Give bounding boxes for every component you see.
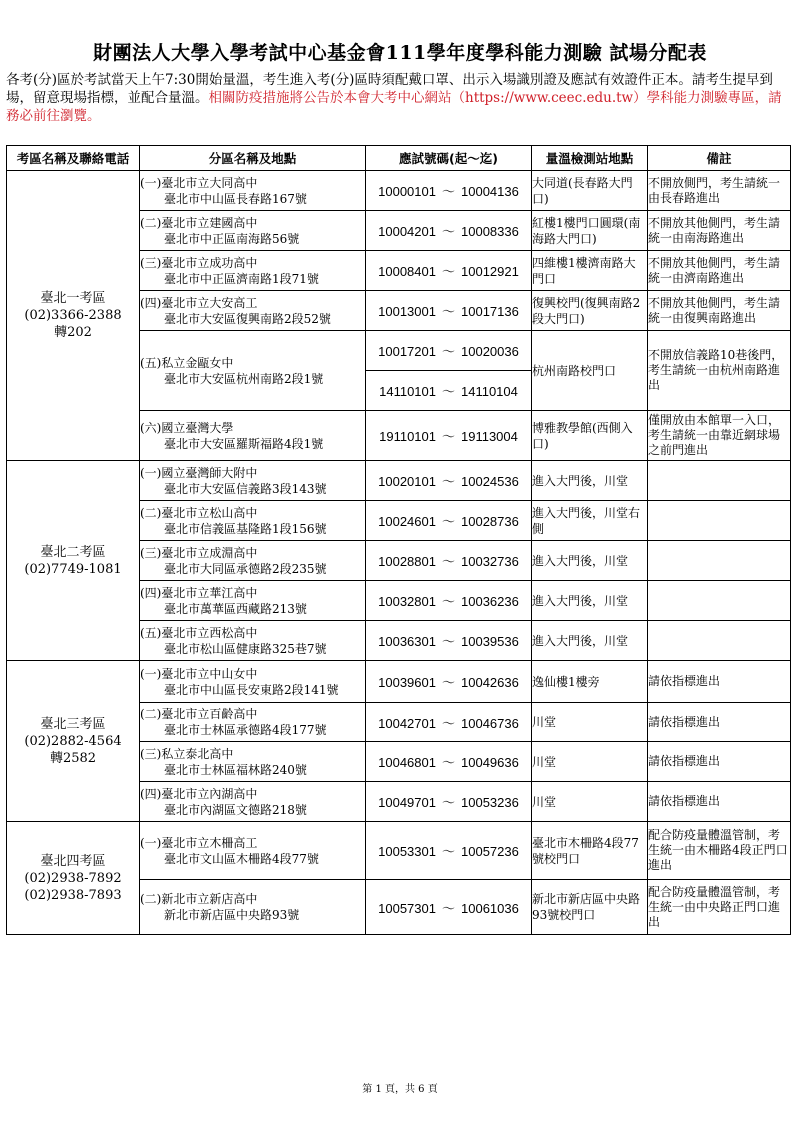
school-name: (一)國立臺灣師大附中 bbox=[140, 465, 258, 480]
district-line: (02)2882-4564 bbox=[24, 733, 122, 749]
school-address: 臺北市中正區南海路56號 bbox=[164, 231, 300, 246]
school-cell bbox=[140, 171, 366, 211]
school-cell bbox=[140, 211, 366, 251]
school-cell bbox=[140, 581, 366, 621]
school-cell bbox=[140, 661, 366, 703]
school-name: (三)臺北市立成功高中 bbox=[140, 255, 258, 270]
note-cell: 不開放其他側門，考生請統一由復興南路進出 bbox=[648, 291, 791, 331]
range-start: 10008401 bbox=[378, 264, 436, 279]
school-address: 臺北市大同區承德路2段235號 bbox=[164, 561, 327, 576]
range-end: 10049636 bbox=[461, 755, 519, 770]
school-name: (五)臺北市立西松高中 bbox=[140, 625, 258, 640]
range-start: 10024601 bbox=[378, 514, 436, 529]
table-row bbox=[7, 171, 791, 211]
range-start: 19110101 bbox=[379, 429, 436, 444]
range-separator: ～ bbox=[441, 384, 455, 399]
school-name: (三)臺北市立成淵高中 bbox=[140, 545, 258, 560]
range-separator: ～ bbox=[441, 554, 455, 569]
note-cell: 不開放其他側門，考生請統一由濟南路進出 bbox=[648, 251, 791, 291]
range-start: 10042701 bbox=[378, 715, 436, 731]
temperature-station-cell: 進入大門後，川堂 bbox=[532, 541, 648, 581]
note-cell: 請依指標進出 bbox=[648, 703, 791, 742]
district-line: 臺北四考區 bbox=[40, 853, 106, 869]
school-name: (一)臺北市立中山女中 bbox=[140, 666, 258, 681]
temperature-station-cell: 進入大門後，川堂右側 bbox=[532, 501, 648, 541]
exam-number-range bbox=[366, 411, 532, 461]
temperature-station-cell: 進入大門後，川堂 bbox=[532, 621, 648, 661]
range-separator: ～ bbox=[441, 755, 455, 770]
school-cell bbox=[140, 291, 366, 331]
range-end: 10046736 bbox=[461, 715, 519, 731]
intro-red-notice: 相關防疫措施將公告於本會大考中心網站（https://www.ceec.edu.tw）學科能力測驗專區，請務必前往瀏覽。 bbox=[6, 90, 782, 124]
note-cell: 僅開放由本館單一入口，考生請統一由靠近網球場之前門進出 bbox=[648, 411, 791, 461]
school-cell bbox=[140, 411, 366, 461]
header-school: 分區名稱及地點 bbox=[140, 146, 366, 171]
range-end: 10017136 bbox=[461, 304, 519, 319]
note-cell bbox=[648, 541, 791, 581]
note-cell bbox=[648, 461, 791, 501]
school-address: 臺北市士林區福林路240號 bbox=[164, 762, 307, 777]
school-name: (六)國立臺灣大學 bbox=[140, 420, 234, 435]
exam-number-range bbox=[366, 171, 532, 211]
school-address: 新北市新店區中央路93號 bbox=[164, 908, 300, 922]
school-address: 臺北市萬華區西藏路213號 bbox=[164, 601, 307, 616]
range-start: 10049701 bbox=[378, 795, 436, 810]
exam-number-range bbox=[366, 331, 532, 371]
range-separator: ～ bbox=[441, 594, 455, 609]
range-end: 10057236 bbox=[461, 844, 519, 859]
exam-number-range bbox=[366, 742, 532, 782]
range-end: 19113004 bbox=[461, 429, 518, 444]
temperature-station-cell: 博雅教學館(西側入口) bbox=[532, 411, 648, 461]
school-cell bbox=[140, 822, 366, 880]
table-row bbox=[7, 461, 791, 501]
district-cell bbox=[7, 822, 140, 935]
range-end: 10028736 bbox=[461, 514, 519, 529]
temperature-station-cell: 進入大門後，川堂 bbox=[532, 461, 648, 501]
range-end: 10008336 bbox=[461, 224, 519, 239]
school-cell bbox=[140, 742, 366, 782]
range-separator: ～ bbox=[441, 634, 455, 649]
school-name: (五)私立金甌女中 bbox=[140, 355, 234, 370]
school-cell bbox=[140, 703, 366, 742]
exam-number-range bbox=[366, 822, 532, 880]
range-start: 10000101 bbox=[378, 184, 436, 199]
exam-number-range bbox=[366, 880, 532, 935]
school-address: 臺北市大安區復興南路2段52號 bbox=[164, 311, 331, 326]
temperature-station-cell: 川堂 bbox=[532, 703, 648, 742]
range-separator: ～ bbox=[441, 184, 455, 199]
school-name: (一)臺北市立木柵高工 bbox=[140, 835, 258, 850]
note-cell bbox=[648, 581, 791, 621]
range-separator: ～ bbox=[441, 304, 455, 319]
range-start: 10032801 bbox=[378, 594, 436, 609]
range-start: 10039601 bbox=[378, 675, 436, 690]
temperature-station-cell: 新北市新店區中央路93號校門口 bbox=[532, 880, 648, 935]
school-address: 臺北市松山區健康路325巷7號 bbox=[164, 641, 327, 656]
district-cell bbox=[7, 461, 140, 661]
school-address: 臺北市信義區基隆路1段156號 bbox=[164, 521, 327, 536]
temperature-station-cell: 進入大門後，川堂 bbox=[532, 581, 648, 621]
header-station: 量溫檢測站地點 bbox=[532, 146, 648, 171]
range-end: 10042636 bbox=[461, 675, 519, 690]
range-separator: ～ bbox=[441, 795, 455, 810]
range-separator: ～ bbox=[441, 900, 455, 916]
school-cell bbox=[140, 461, 366, 501]
intro-paragraph bbox=[6, 71, 790, 125]
range-start: 10017201 bbox=[378, 344, 436, 359]
header-range: 應試號碼(起～迄) bbox=[366, 146, 532, 171]
range-separator: ～ bbox=[441, 844, 455, 859]
district-line: (02)2938-7892 bbox=[24, 870, 122, 886]
district-cell bbox=[7, 171, 140, 461]
district-line: 轉2582 bbox=[49, 750, 97, 766]
temperature-station-cell: 杭州南路校門口 bbox=[532, 331, 648, 411]
school-name: (三)私立泰北高中 bbox=[140, 746, 234, 761]
range-end: 10039536 bbox=[461, 634, 519, 649]
note-cell: 配合防疫量體溫管制，考生統一由中央路正門口進出 bbox=[648, 880, 791, 935]
exam-number-range bbox=[366, 661, 532, 703]
range-separator: ～ bbox=[441, 474, 455, 489]
range-end: 14110104 bbox=[461, 384, 518, 399]
exam-number-range bbox=[366, 621, 532, 661]
table-body bbox=[7, 171, 791, 935]
school-address: 臺北市大安區信義路3段143號 bbox=[164, 481, 327, 496]
school-name: (四)臺北市立內湖高中 bbox=[140, 786, 258, 801]
exam-number-range bbox=[366, 541, 532, 581]
intro-text: 各考(分)區於考試當天上午7:30開始量溫，考生進入考(分)區時須配戴口罩、出示入場識別證及應試有效證件正本。請考生提早到場，留意現場指標，並配合量溫。 bbox=[6, 72, 773, 106]
exam-number-range bbox=[366, 703, 532, 742]
range-end: 10036236 bbox=[461, 594, 519, 609]
range-start: 10013001 bbox=[378, 304, 436, 319]
school-address: 臺北市中山區長安東路2段141號 bbox=[164, 682, 339, 697]
note-cell bbox=[648, 501, 791, 541]
range-end: 10024536 bbox=[461, 474, 519, 489]
school-address: 臺北市文山區木柵路4段77號 bbox=[164, 851, 319, 866]
school-name: (二)新北市立新店高中 bbox=[140, 892, 258, 906]
temperature-station-cell: 紅樓1樓門口圓環(南海路大門口) bbox=[532, 211, 648, 251]
range-start: 10053301 bbox=[378, 844, 436, 859]
school-name: (二)臺北市立建國高中 bbox=[140, 215, 258, 230]
exam-number-range bbox=[366, 371, 532, 411]
exam-number-range bbox=[366, 291, 532, 331]
range-separator: ～ bbox=[441, 715, 455, 731]
range-separator: ～ bbox=[441, 514, 455, 529]
exam-number-range bbox=[366, 251, 532, 291]
district-line: 臺北二考區 bbox=[40, 544, 106, 560]
table-header-row bbox=[7, 146, 791, 171]
range-end: 10004136 bbox=[461, 184, 519, 199]
range-start: 10004201 bbox=[378, 224, 436, 239]
range-separator: ～ bbox=[441, 675, 455, 690]
page-number: 第 1 頁，共 6 頁 bbox=[362, 1084, 438, 1095]
range-end: 10020036 bbox=[461, 344, 519, 359]
exam-site-table bbox=[6, 145, 791, 935]
table-row bbox=[7, 661, 791, 703]
school-address: 臺北市中正區濟南路1段71號 bbox=[164, 271, 319, 286]
range-separator: ～ bbox=[441, 429, 455, 444]
range-start: 10036301 bbox=[378, 634, 436, 649]
temperature-station-cell: 大同道(長春路大門口) bbox=[532, 171, 648, 211]
district-line: 臺北三考區 bbox=[40, 716, 106, 732]
district-line: 臺北一考區 bbox=[40, 291, 106, 306]
note-cell: 請依指標進出 bbox=[648, 742, 791, 782]
school-address: 臺北市大安區羅斯福路4段1號 bbox=[164, 436, 324, 451]
school-address: 臺北市士林區承德路4段177號 bbox=[164, 723, 327, 737]
range-start: 10046801 bbox=[378, 755, 436, 770]
exam-number-range bbox=[366, 211, 532, 251]
school-address: 臺北市中山區長春路167號 bbox=[164, 191, 307, 206]
school-cell bbox=[140, 880, 366, 935]
header-district: 考區名稱及聯絡電話 bbox=[7, 146, 140, 171]
school-cell bbox=[140, 251, 366, 291]
range-start: 14110101 bbox=[379, 384, 436, 399]
school-cell bbox=[140, 621, 366, 661]
note-cell: 不開放其他側門，考生請統一由南海路進出 bbox=[648, 211, 791, 251]
district-line: 轉202 bbox=[54, 325, 92, 340]
note-cell: 配合防疫量體溫管制，考生統一由木柵路4段正門口進出 bbox=[648, 822, 791, 880]
temperature-station-cell: 逸仙樓1樓旁 bbox=[532, 661, 648, 703]
range-end: 10012921 bbox=[461, 264, 519, 279]
exam-number-range bbox=[366, 581, 532, 621]
temperature-station-cell: 臺北市木柵路4段77號校門口 bbox=[532, 822, 648, 880]
temperature-station-cell: 復興校門(復興南路2段大門口) bbox=[532, 291, 648, 331]
temperature-station-cell: 川堂 bbox=[532, 742, 648, 782]
range-start: 10020101 bbox=[378, 474, 436, 489]
district-line: (02)7749-1081 bbox=[24, 561, 122, 577]
district-line: (02)2938-7893 bbox=[24, 887, 122, 903]
exam-number-range bbox=[366, 461, 532, 501]
range-start: 10057301 bbox=[378, 900, 436, 916]
note-cell: 請依指標進出 bbox=[648, 661, 791, 703]
school-address: 臺北市大安區杭州南路2段1號 bbox=[164, 371, 324, 386]
note-cell: 不開放信義路10巷後門，考生請統一由杭州南路進出 bbox=[648, 331, 791, 411]
school-name: (四)臺北市立華江高中 bbox=[140, 585, 258, 600]
range-end: 10061036 bbox=[461, 900, 519, 916]
school-cell bbox=[140, 501, 366, 541]
range-end: 10053236 bbox=[461, 795, 519, 810]
district-cell bbox=[7, 661, 140, 822]
school-cell bbox=[140, 541, 366, 581]
range-separator: ～ bbox=[441, 344, 455, 359]
temperature-station-cell: 四維樓1樓濟南路大門口 bbox=[532, 251, 648, 291]
range-start: 10028801 bbox=[378, 554, 436, 569]
school-name: (一)臺北市立大同高中 bbox=[140, 175, 258, 190]
header-note: 備註 bbox=[648, 146, 791, 171]
school-cell bbox=[140, 331, 366, 411]
exam-number-range bbox=[366, 501, 532, 541]
note-cell: 請依指標進出 bbox=[648, 782, 791, 822]
school-name: (四)臺北市立大安高工 bbox=[140, 295, 258, 310]
range-separator: ～ bbox=[441, 264, 455, 279]
school-name: (二)臺北市立松山高中 bbox=[140, 505, 258, 520]
exam-number-range bbox=[366, 782, 532, 822]
school-cell bbox=[140, 782, 366, 822]
table-row bbox=[7, 822, 791, 880]
range-end: 10032736 bbox=[461, 554, 519, 569]
note-cell: 不開放側門，考生請統一由長春路進出 bbox=[648, 171, 791, 211]
temperature-station-cell: 川堂 bbox=[532, 782, 648, 822]
range-separator: ～ bbox=[441, 224, 455, 239]
school-address: 臺北市內湖區文德路218號 bbox=[164, 802, 307, 817]
school-name: (二)臺北市立百齡高中 bbox=[140, 707, 258, 721]
note-cell bbox=[648, 621, 791, 661]
page-title: 財團法人大學入學考試中心基金會111學年度學科能力測驗 試場分配表 bbox=[93, 42, 707, 64]
district-line: (02)3366-2388 bbox=[24, 308, 122, 323]
